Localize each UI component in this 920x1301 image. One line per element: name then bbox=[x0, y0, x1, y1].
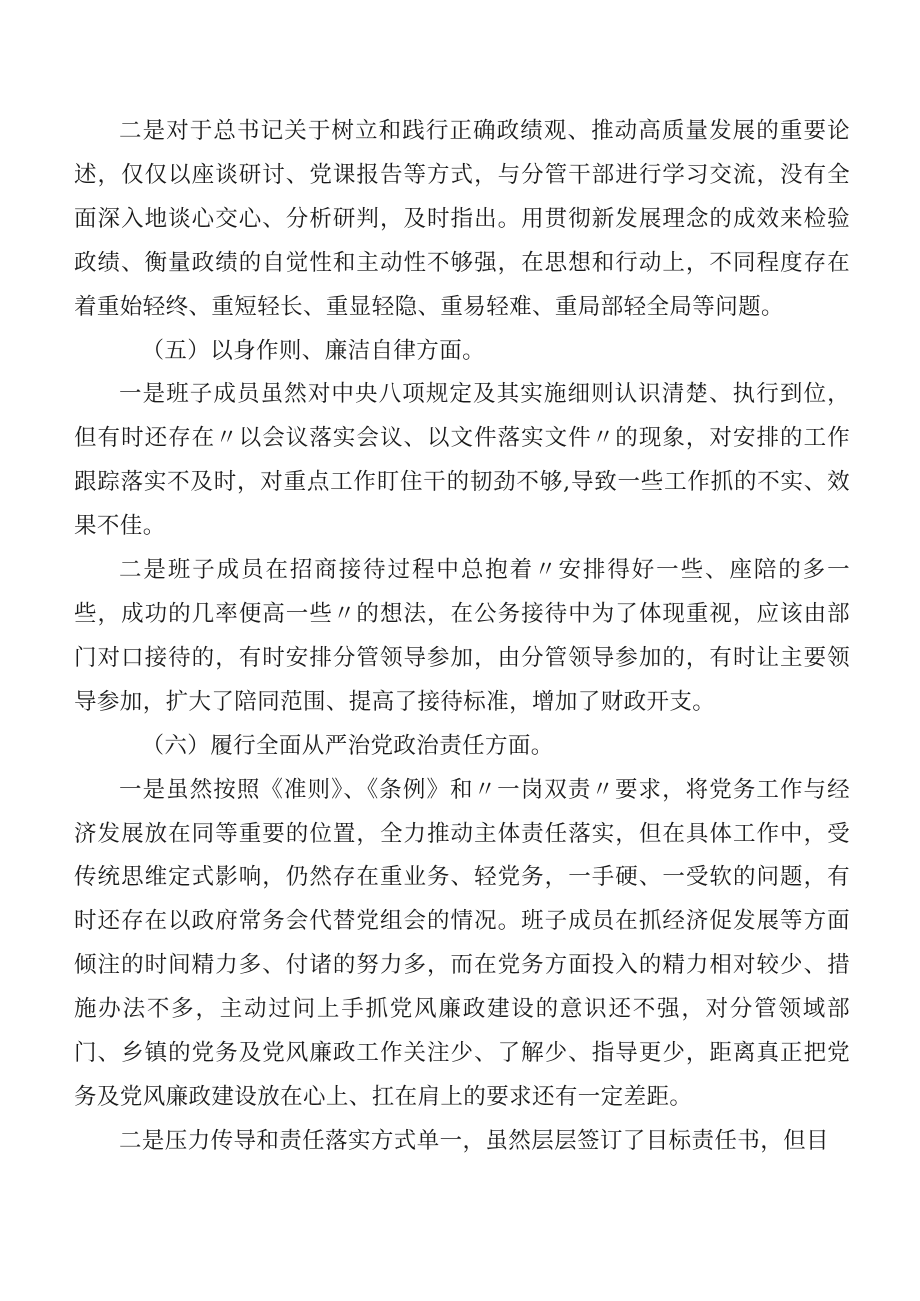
paragraph-pressure-transmission: 二是压力传导和责任落实方式单一，虽然层层签订了目标责任书，但目 bbox=[119, 1127, 829, 1154]
document-body bbox=[74, 110, 850, 1164]
paragraph-eight-regulations: 一是班子成员虽然对中央八项规定及其实施细则认识清楚、执行到位，但有时还存在〃以会议落实会议、以文件落实文件〃的现象，对安排的工作跟踪落实不及时，对重点工作盯住干的韧劲不够,导致一些工作抓的不实、效果不佳。 bbox=[74, 381, 850, 540]
section-heading-five: （五）以身作则、廉洁自律方面。 bbox=[141, 337, 486, 364]
section-heading-six: （六）履行全面从严治党政治责任方面。 bbox=[141, 732, 554, 759]
paragraph-political-achievement: 二是对于总书记关于树立和践行正确政绩观、推动高质量发展的重要论述，仅仅以座谈研讨、党课报告等方式，与分管干部进行学习交流，没有全面深入地谈心交心、分析研判，及时指出。用贯彻新发展理念的成效来检验政绩、衡量政绩的自觉性和主动性不够强，在思想和行动上，不同程度存在着重始轻终、重短轻长、重显轻隐、重易轻难、重局部轻全局等问题。 bbox=[74, 118, 850, 320]
paragraph-reception: 二是班子成员在招商接待过程中总抱着〃安排得好一些、座陪的多一些，成功的几率便高一些〃的想法，在公务接待中为了体现重视，应该由部门对口接待的，有时安排分管领导参加，由分管领导参加的，有时让主要领导参加，扩大了陪同范围、提高了接待标准，增加了财政开支。 bbox=[74, 557, 850, 715]
paragraph-party-affairs: 一是虽然按照《准则》、《条例》和〃一岗双责〃要求，将党务工作与经济发展放在同等重要的位置，全力推动主体责任落实，但在具体工作中，受传统思维定式影响，仍然存在重业务、轻党务，一手硬、一受软的问题，有时还存在以政府常务会代替党组会的情况。班子成员在抓经济促发展等方面倾注的时间精力多、付诸的努力多，而在党务方面投入的精力相对较少、措施办法不多，主动过问上手抓党风廉政建设的意识还不强，对分管领域部门、乡镇的党务及党风廉政工作关注少、了解少、指导更少，距离真正把党务及党风廉政建设放在心上、扛在肩上的要求还有一定差距。 bbox=[74, 776, 850, 1110]
